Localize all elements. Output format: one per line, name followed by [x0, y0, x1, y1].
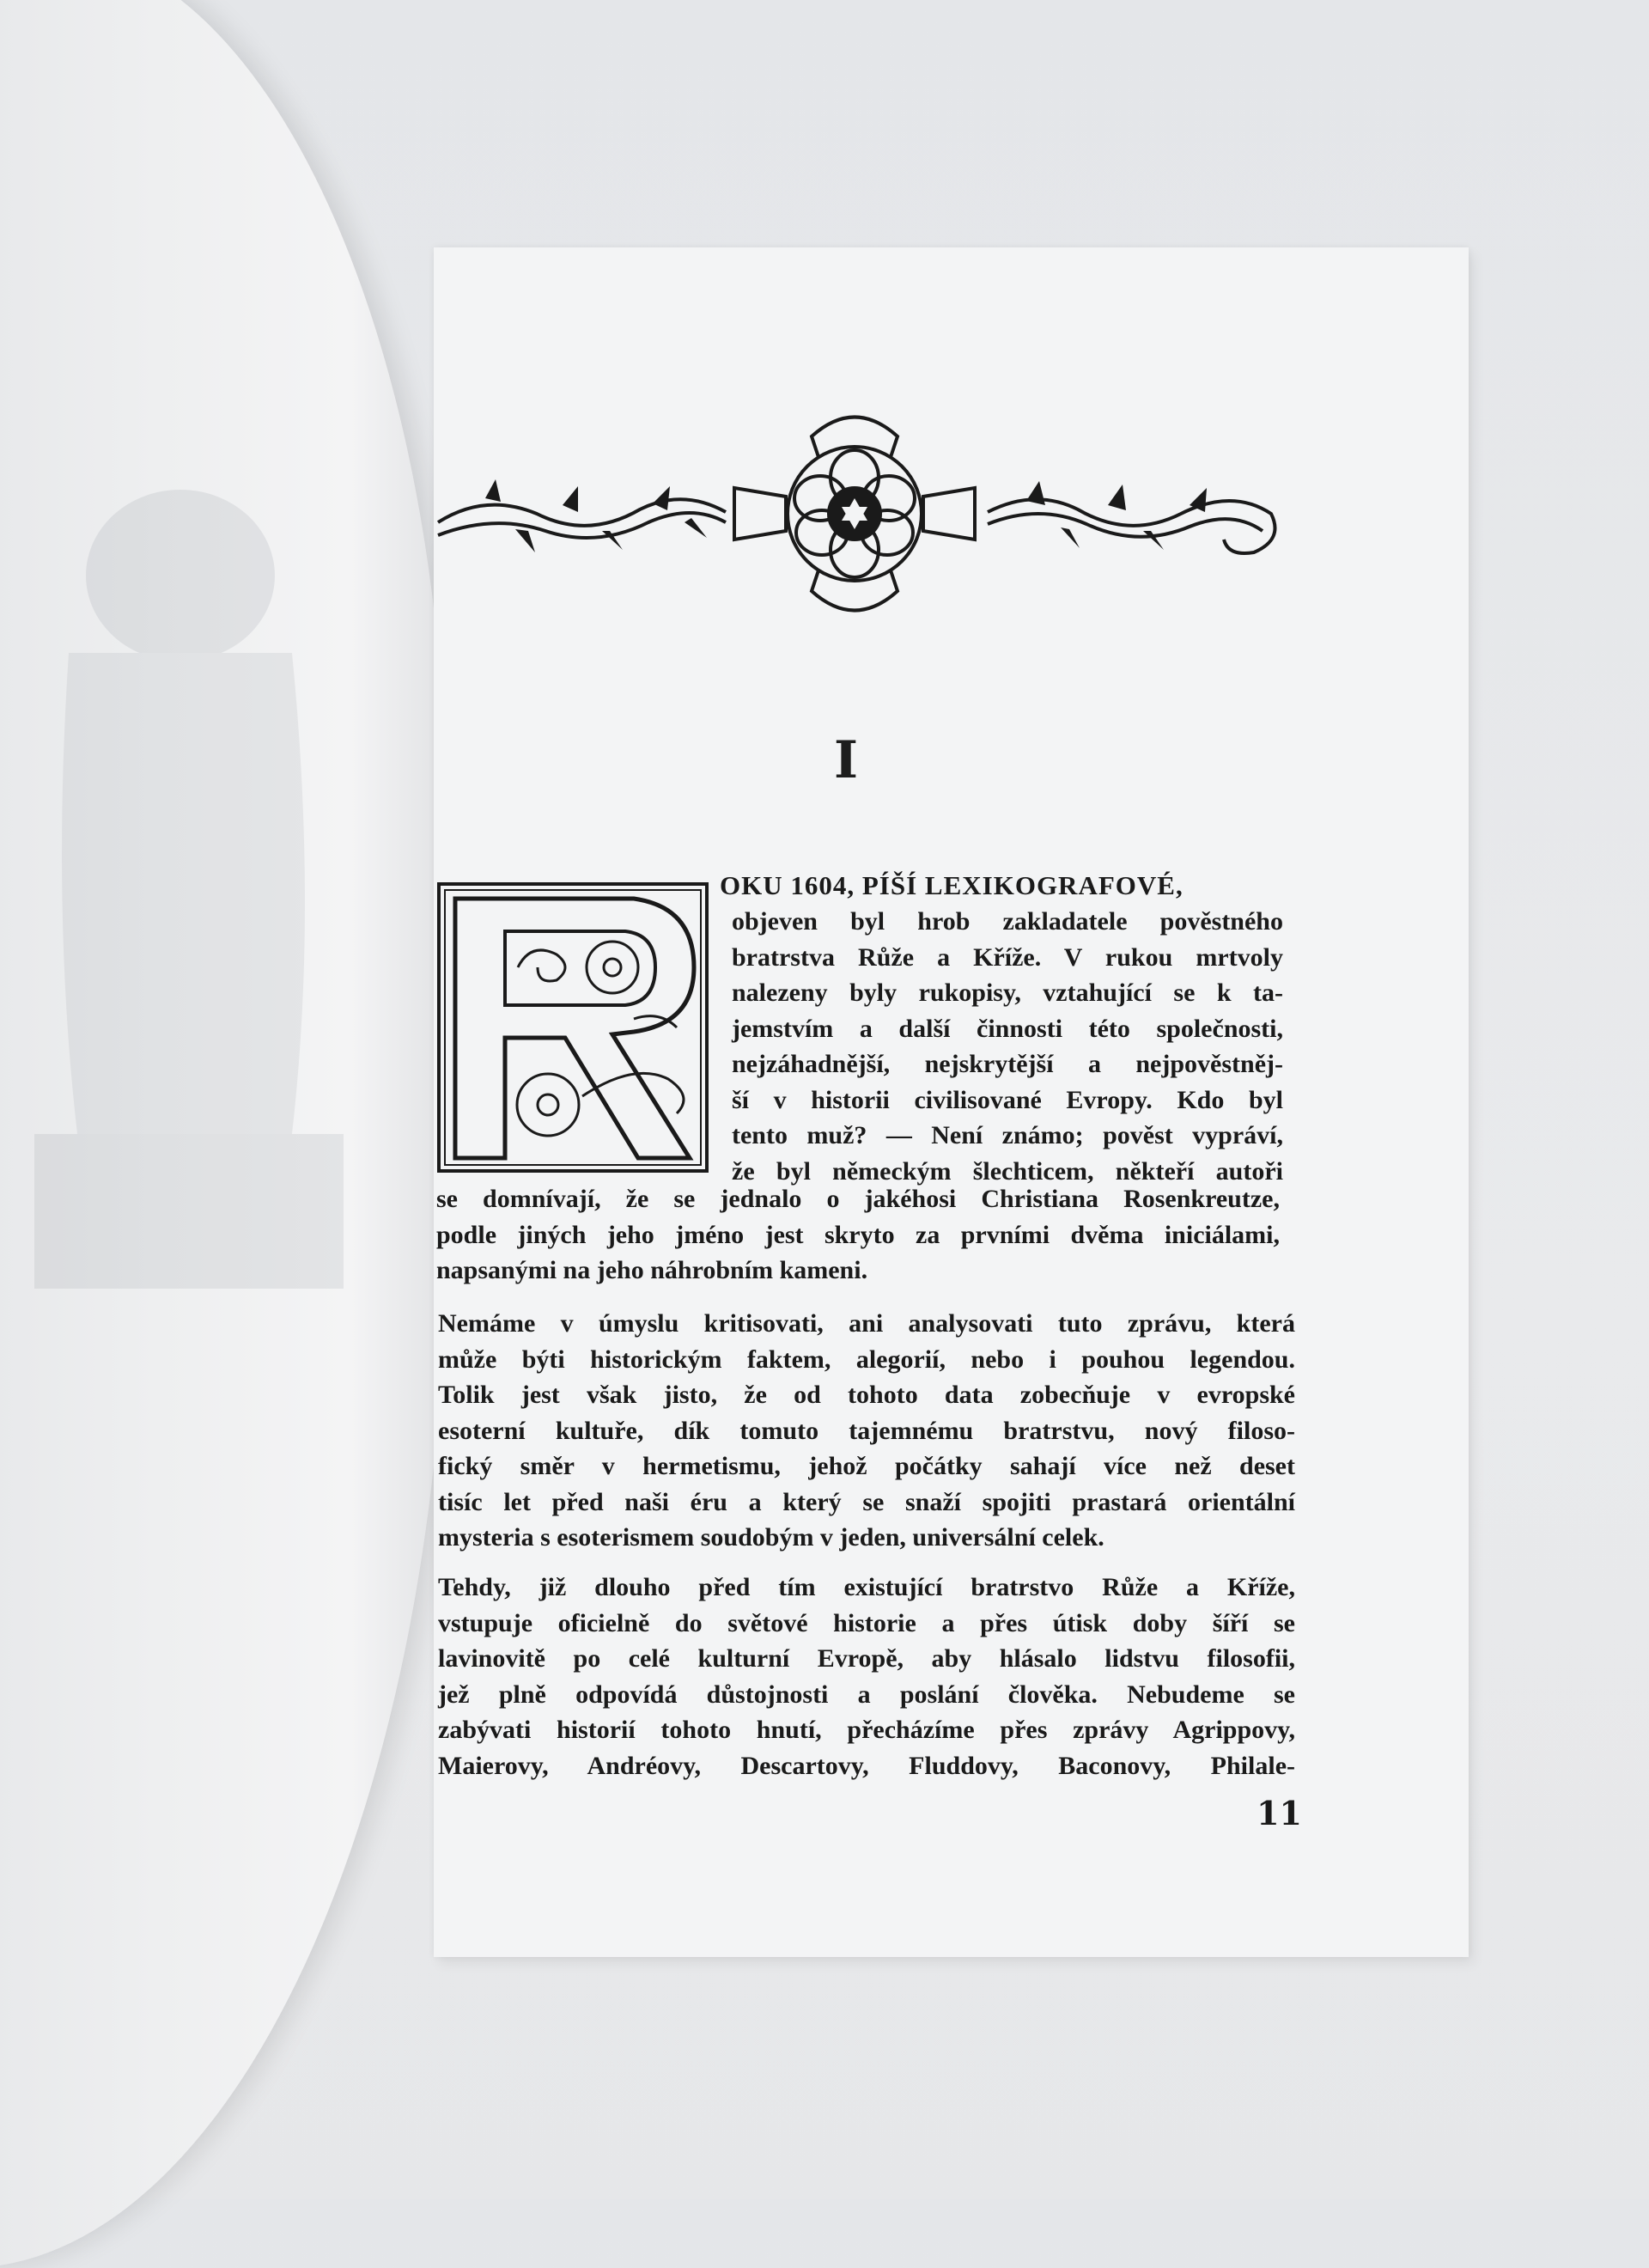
paragraph-3 [438, 1570, 1295, 1783]
paragraph-1-continuation [436, 1181, 1280, 1289]
chapter-numeral: I [833, 730, 859, 790]
paragraph-2 [438, 1306, 1295, 1556]
text-line: podle jiných jeho jméno jest skryto za prvními dvěma iniciálami, [436, 1220, 1280, 1249]
text-line: objeven byl hrob zakladatele pověstného [732, 907, 1283, 936]
text-line: jež plně odpovídá důstojnosti a poslání člověka. Nebudeme se [438, 1680, 1295, 1709]
text-line: Nemáme v úmyslu kritisovati, ani analysovati tuto zprávu, která [438, 1309, 1295, 1338]
text-line: mysteria s esoterismem soudobým v jeden, universální celek. [438, 1523, 1104, 1552]
text-line: může býti historickým faktem, alegorií, nebo i pouhou legendou. [438, 1344, 1295, 1374]
text-line: že byl německým šlechticem, někteří autoři [732, 1156, 1283, 1186]
text-line: nejzáhadnější, nejskrytější a nejpověstněj- [732, 1050, 1283, 1078]
page-number: 11 [1257, 1794, 1302, 1832]
text-line: Maierovy, Andréovy, Descartovy, Fluddovy, Baconovy, Philale- [438, 1751, 1295, 1780]
text-line: bratrstva Růže a Kříže. V rukou mrtvoly [732, 942, 1283, 972]
bleed-through-figure-icon [17, 481, 344, 1306]
text-line: lavinovitě po celé kulturní Evropě, aby hlásalo lidstvu filosofii, [438, 1644, 1295, 1673]
text-line: ší v historii civilisované Evropy. Kdo byl [732, 1085, 1283, 1114]
text-line: jemstvím a další činnosti této společnosti, [732, 1014, 1283, 1043]
text-line: tento muž? — Není známo; pověst vypráví, [732, 1121, 1283, 1149]
text-line: napsanými na jeho náhrobním kameni. [436, 1256, 868, 1284]
text-line: tisíc let před naši éru a který se snaží spojiti prastará orientální [438, 1487, 1295, 1516]
illuminated-letter-r-icon [436, 881, 709, 1174]
text-line: Tehdy, již dlouho před tím existující bratrstvo Růže a Kříže, [438, 1573, 1295, 1601]
paragraph-lead: OKU 1604, PÍŠÍ LEXIKOGRAFOVÉ, [720, 870, 1184, 900]
text-line: Tolik jest však jisto, že od tohoto data zobecňuje v evropské [438, 1381, 1295, 1409]
text-line: fický směr v hermetismu, jehož počátky sahají více než deset [438, 1452, 1295, 1480]
text-line: vstupuje oficielně do světové historie a přes útisk doby šíří se [438, 1608, 1295, 1637]
left-page [0, 0, 447, 2268]
rose-cross-thorn-vine-icon [434, 402, 1280, 625]
text-line: zabývati historií tohoto hnutí, přecházíme přes zprávy Agrippovy, [438, 1716, 1295, 1744]
text-line: esoterní kultuře, dík tomuto tajemnému bratrstvu, nový filoso- [438, 1416, 1295, 1445]
text-line: se domnívají, že se jednalo o jakéhosi Christiana Rosenkreutze, [436, 1185, 1280, 1213]
paragraph-1-indented [732, 904, 1283, 1189]
text-line: nalezeny byly rukopisy, vztahující se k ta- [732, 979, 1283, 1007]
